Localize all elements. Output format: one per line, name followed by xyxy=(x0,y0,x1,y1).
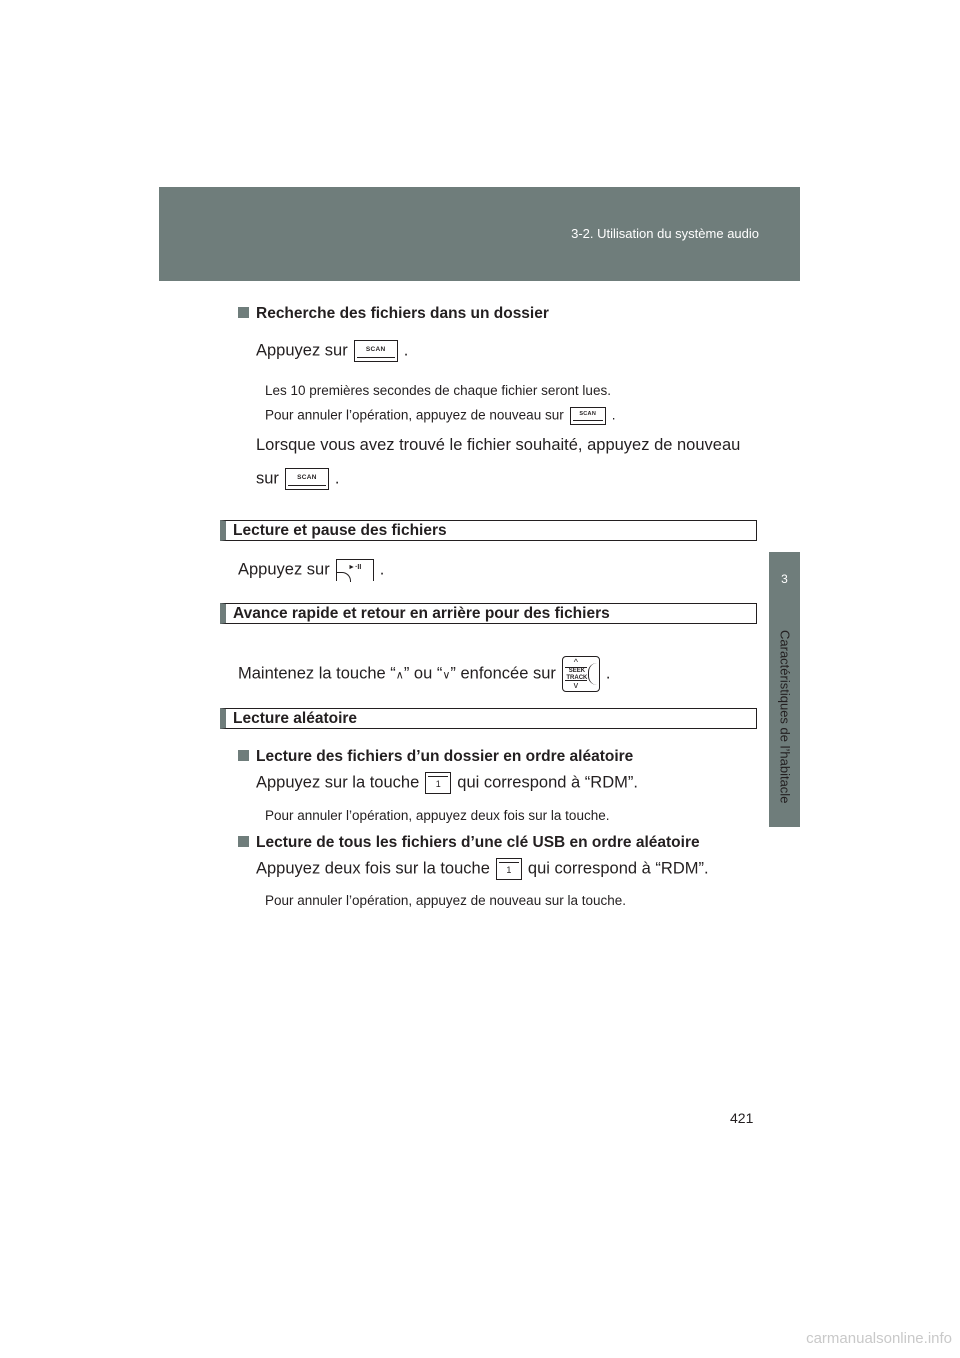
down-arrow-icon: ∨ xyxy=(442,669,451,682)
preset-1-button-icon: 1 xyxy=(425,772,451,794)
scan-button-icon: SCAN xyxy=(570,407,606,425)
instruction-random-folder: Appuyez sur la touche 1 qui correspond à “RDM”. xyxy=(256,772,638,794)
instruction-found-line1: Lorsque vous avez trouvé le fichier souhaité, appuyez de nouveau xyxy=(256,436,741,454)
section-title-play-pause: Lecture et pause des fichiers xyxy=(220,520,757,541)
instruction-scan: Appuyez sur SCAN . xyxy=(256,340,408,362)
chapter-label-text: Caractéristiques de l’habitacle xyxy=(777,630,793,804)
square-bullet-icon xyxy=(238,307,249,318)
page-number: 421 xyxy=(730,1110,754,1126)
subheading-folder-scan: Recherche des fichiers dans un dossier xyxy=(238,305,549,323)
scan-button-icon: SCAN xyxy=(285,468,329,490)
preset-1-button-icon: 1 xyxy=(496,858,522,880)
watermark: carmanualsonline.info xyxy=(806,1330,952,1347)
subheading-random-usb: Lecture de tous les fichiers d’une clé USB en ordre aléatoire xyxy=(238,834,700,852)
header-band xyxy=(159,187,800,281)
square-bullet-icon xyxy=(238,750,249,761)
instruction-play-pause: Appuyez sur ►·II . xyxy=(238,559,384,581)
instruction-found-line2: sur SCAN . xyxy=(256,468,340,490)
note-first-seconds: Les 10 premières secondes de chaque fichier seront lues. xyxy=(265,383,611,398)
instruction-random-usb: Appuyez deux fois sur la touche 1 qui correspond à “RDM”. xyxy=(256,858,709,880)
chapter-number: 3 xyxy=(781,572,788,586)
instruction-seek: Maintenez la touche “∧” ou “∨” enfoncée sur ^ SEEK TRACK v . xyxy=(238,657,611,690)
note-cancel-random-usb: Pour annuler l’opération, appuyez de nouveau sur la touche. xyxy=(265,893,626,908)
square-bullet-icon xyxy=(238,836,249,847)
scan-button-icon: SCAN xyxy=(354,340,398,362)
note-cancel-random-folder: Pour annuler l’opération, appuyez deux fois sur la touche. xyxy=(265,808,610,823)
section-header-title: 3-2. Utilisation du système audio xyxy=(571,226,759,241)
note-cancel-scan: Pour annuler l’opération, appuyez de nouveau sur SCAN . xyxy=(265,407,615,425)
seek-track-button-icon: ^ SEEK TRACK v xyxy=(562,656,600,692)
section-title-random: Lecture aléatoire xyxy=(220,708,757,729)
play-pause-button-icon: ►·II xyxy=(336,559,374,581)
section-title-fast-forward: Avance rapide et retour en arrière pour des fichiers xyxy=(220,603,757,624)
subheading-random-folder: Lecture des fichiers d’un dossier en ordre aléatoire xyxy=(238,748,633,766)
up-arrow-icon: ∧ xyxy=(395,669,404,682)
chapter-label xyxy=(768,630,802,830)
